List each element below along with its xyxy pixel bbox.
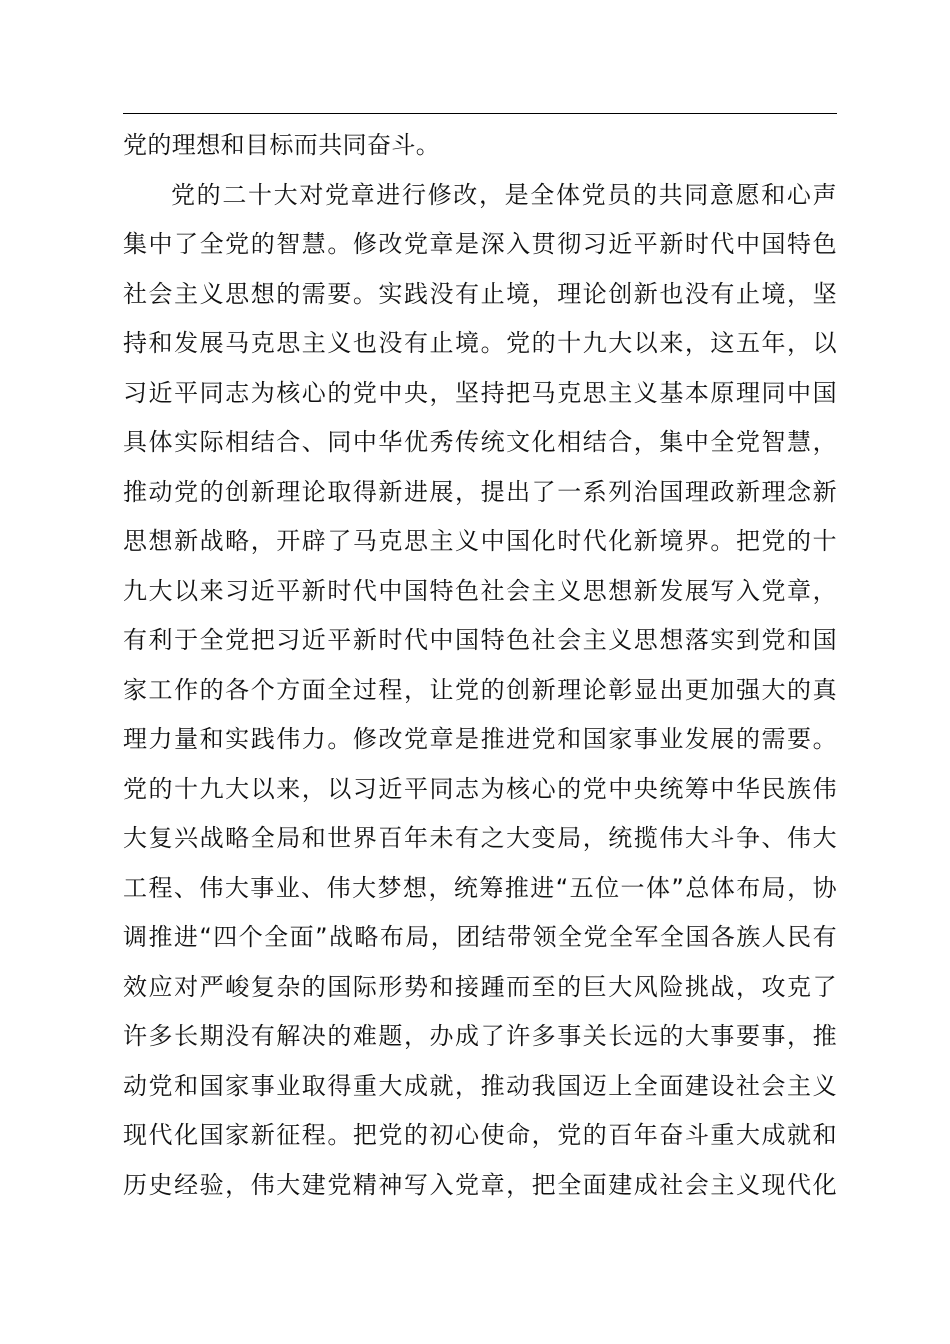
text-line: 大复兴战略全局和世界百年未有之大变局，统揽伟大斗争、伟大	[123, 824, 837, 852]
text-line: 历史经验，伟大建党精神写入党章，把全面建成社会主义现代化	[123, 1170, 837, 1199]
text-line: 现代化国家新征程。把党的初心使命，党的百年奋斗重大成就和	[123, 1121, 837, 1149]
body-text	[123, 121, 837, 1210]
text-line: 工程、伟大事业、伟大梦想，统筹推进“五位一体”总体布局，协	[123, 873, 837, 902]
text-line: 思想新战略，开辟了马克思主义中国化时代化新境界。把党的十	[123, 527, 837, 555]
text-line: 集中了全党的智慧。修改党章是深入贯彻习近平新时代中国特色	[123, 230, 837, 258]
text-line: 具体实际相结合、同中华优秀传统文化相结合，集中全党智慧，	[123, 428, 837, 456]
text-line: 理力量和实践伟力。修改党章是推进党和国家事业发展的需要。	[123, 725, 837, 753]
text-line: 持和发展马克思主义也没有止境。党的十九大以来，这五年，以	[123, 329, 837, 357]
text-line: 党的理想和目标而共同奋斗。	[123, 131, 441, 159]
text-line: 习近平同志为核心的党中央，坚持把马克思主义基本原理同中国	[123, 378, 837, 407]
text-line: 许多长期没有解决的难题，办成了许多事关长远的大事要事，推	[123, 1022, 837, 1050]
text-line: 动党和国家事业取得重大成就，推动我国迈上全面建设社会主义	[123, 1071, 837, 1100]
text-line: 社会主义思想的需要。实践没有止境，理论创新也没有止境，坚	[123, 279, 837, 308]
header-rule	[123, 113, 837, 114]
text-line: 有利于全党把习近平新时代中国特色社会主义思想落实到党和国	[123, 626, 837, 654]
text-line: 调推进“四个全面”战略布局，团结带领全党全军全国各族人民有	[123, 923, 837, 951]
paragraph-first-line: 党的二十大对党章进行修改，是全体党员的共同意愿和心声	[171, 180, 837, 209]
text-line: 效应对严峻复杂的国际形势和接踵而至的巨大风险挑战，攻克了	[123, 972, 837, 1001]
text-line: 家工作的各个方面全过程，让党的创新理论彰显出更加强大的真	[123, 675, 837, 704]
text-line: 党的十九大以来，以习近平同志为核心的党中央统筹中华民族伟	[123, 774, 837, 803]
text-line: 九大以来习近平新时代中国特色社会主义思想新发展写入党章，	[123, 576, 837, 605]
text-line: 推动党的创新理论取得新进展，提出了一系列治国理政新理念新	[123, 477, 837, 506]
